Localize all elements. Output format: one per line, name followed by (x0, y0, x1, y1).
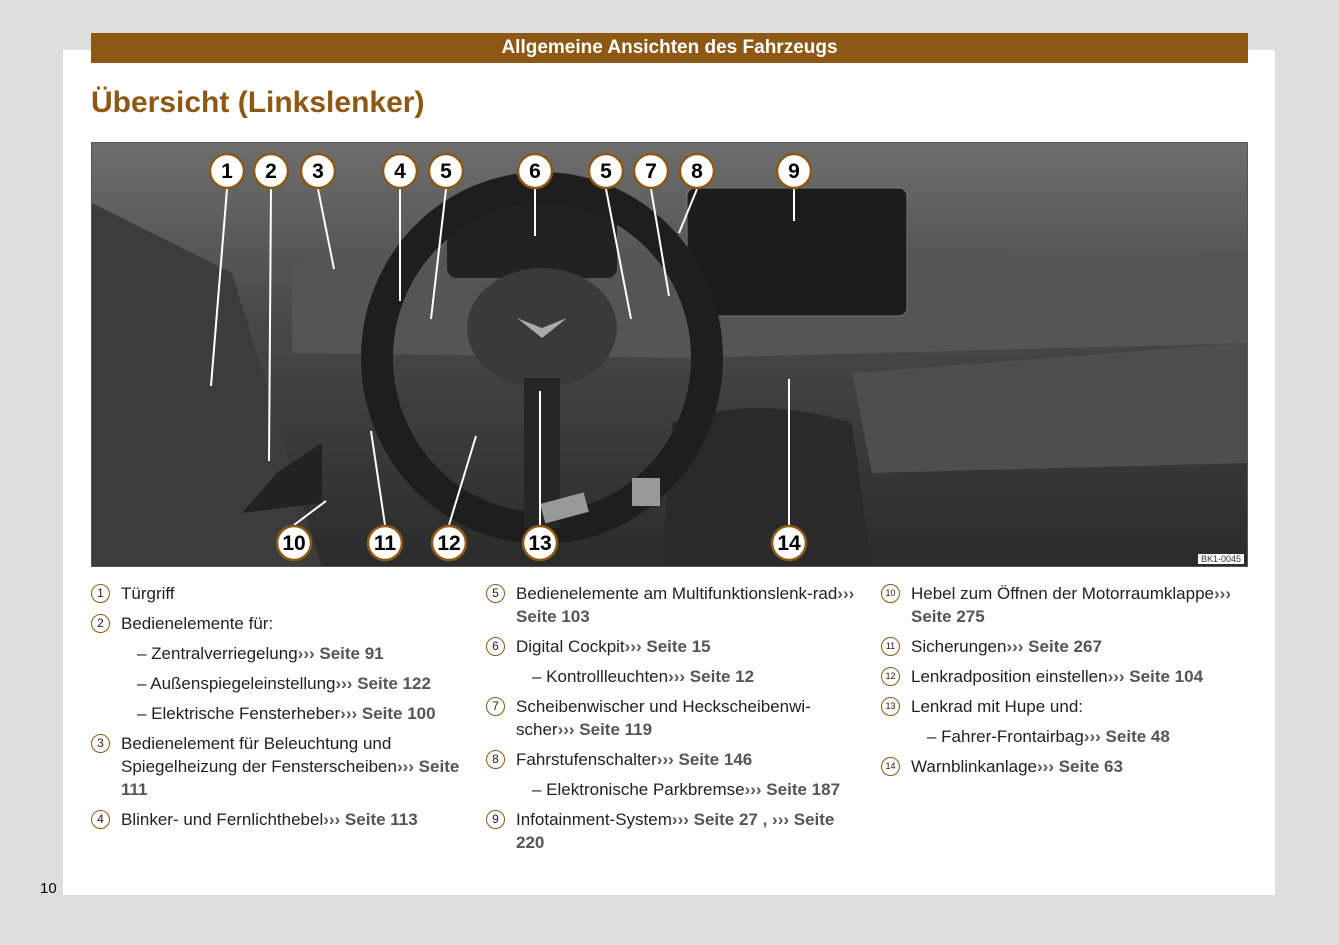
page-title: Übersicht (Linkslenker) (91, 86, 425, 119)
legend-subitem (881, 725, 1251, 748)
item-number: 2 (91, 614, 110, 633)
item-text: – Kontrollleuchten (532, 667, 669, 686)
item-text: Fahrstufenschalter (516, 750, 657, 769)
svg-text:8: 8 (691, 160, 703, 183)
callout-9 (777, 154, 811, 188)
item-text: – Elektrische Fensterheber (137, 704, 341, 723)
item-text: – Elektronische Parkbremse (532, 780, 745, 799)
item-text: Scheibenwischer und Heckscheibenwi-scher (516, 697, 811, 739)
dashboard-photo (91, 142, 1248, 567)
callout-11 (368, 526, 402, 560)
svg-text:7: 7 (645, 160, 657, 183)
svg-text:12: 12 (437, 532, 461, 555)
svg-text:9: 9 (788, 160, 800, 183)
svg-text:3: 3 (312, 160, 324, 183)
item-number: 5 (486, 584, 505, 603)
svg-text:5: 5 (600, 160, 612, 183)
svg-text:13: 13 (528, 532, 552, 555)
item-text: Sicherungen (911, 637, 1007, 656)
callout-5 (429, 154, 463, 188)
legend-subitem (91, 672, 461, 695)
svg-text:1: 1 (221, 160, 233, 183)
page-reference-link[interactable]: ››› Seite 104 (1107, 667, 1204, 686)
callout-3 (301, 154, 335, 188)
page-reference-link[interactable]: ››› Seite 63 (1037, 757, 1123, 776)
item-number: 1 (91, 584, 110, 603)
page-reference-link[interactable]: ››› Seite 111 (121, 757, 460, 799)
item-text: – Fahrer-Frontairbag (927, 727, 1084, 746)
legend-item (881, 635, 1251, 658)
callout-10 (277, 526, 311, 560)
item-text: Blinker- und Fernlichthebel (121, 810, 324, 829)
callout-6 (518, 154, 552, 188)
legend-item (881, 695, 1251, 718)
item-number: 11 (881, 637, 900, 656)
legend-column-3 (881, 582, 1251, 785)
legend-item (881, 665, 1251, 688)
legend-item (486, 635, 856, 658)
page-reference-link[interactable]: ››› Seite 122 (335, 674, 431, 693)
svg-text:10: 10 (282, 532, 306, 555)
item-number: 4 (91, 810, 110, 829)
legend-column-1 (91, 582, 461, 838)
callout-4 (383, 154, 417, 188)
item-text: – Zentralverriegelung (137, 644, 298, 663)
infotainment-screen (687, 188, 907, 316)
callout-5b (589, 154, 623, 188)
section-header: Allgemeine Ansichten des Fahrzeugs (91, 33, 1248, 63)
page-reference-link[interactable]: ››› Seite 48 (1083, 727, 1170, 746)
item-text: Lenkrad mit Hupe und: (911, 697, 1083, 716)
image-code: BK1-0045 (1198, 554, 1244, 564)
legend-subitem (91, 642, 461, 665)
page-reference-link[interactable]: ››› Seite 27 , ››› Seite 220 (516, 810, 835, 852)
svg-text:11: 11 (373, 532, 397, 555)
item-number: 13 (881, 697, 900, 716)
door-panel (92, 203, 322, 567)
item-text: Hebel zum Öffnen der Motorraumklappe (911, 584, 1215, 603)
page-reference-link[interactable]: ››› Seite 113 (323, 810, 418, 829)
callout-12 (432, 526, 466, 560)
page-reference-link[interactable]: ››› Seite 187 (744, 780, 841, 799)
legend-subitem (486, 778, 856, 801)
legend-item (881, 582, 1251, 628)
page-reference-link[interactable]: ››› Seite 103 (516, 584, 855, 626)
legend-item (486, 582, 856, 628)
item-number: 3 (91, 734, 110, 753)
callout-13 (523, 526, 557, 560)
item-number: 14 (881, 757, 900, 776)
legend-subitem (486, 665, 856, 688)
legend-item (91, 732, 461, 801)
legend-subitem (91, 702, 461, 725)
legend-item (486, 695, 856, 741)
page-number: 10 (40, 880, 57, 897)
page-reference-link[interactable]: ››› Seite 267 (1006, 637, 1102, 656)
svg-text:4: 4 (394, 160, 406, 183)
legend-item (486, 808, 856, 854)
page-reference-link[interactable]: ››› Seite 275 (911, 584, 1231, 626)
item-number: 7 (486, 697, 505, 716)
legend-item (881, 755, 1251, 778)
callout-2 (254, 154, 288, 188)
page-reference-link[interactable]: ››› Seite 91 (297, 644, 384, 663)
item-number: 10 (881, 584, 900, 603)
svg-text:14: 14 (777, 532, 801, 555)
callout-1 (210, 154, 244, 188)
svg-text:2: 2 (265, 160, 277, 183)
item-text: Bedienelemente für: (121, 614, 274, 633)
page-reference-link[interactable]: ››› Seite 12 (668, 667, 755, 686)
page-reference-link[interactable]: ››› Seite 119 (557, 720, 653, 739)
item-text: Bedienelement für Beleuchtung und Spiegelheizung der Fensterscheiben (121, 734, 397, 776)
page-reference-link[interactable]: ››› Seite 100 (340, 704, 436, 723)
item-number: 9 (486, 810, 505, 829)
item-text: Infotainment-System (516, 810, 672, 829)
item-text: – Außenspiegeleinstellung (137, 674, 336, 693)
item-number: 8 (486, 750, 505, 769)
legend-item (91, 612, 461, 635)
page-reference-link[interactable]: ››› Seite 15 (624, 637, 711, 656)
item-text: Bedienelemente am Multifunktionslenk-rad (516, 584, 838, 603)
item-number: 6 (486, 637, 505, 656)
item-text: Lenkradposition einstellen (911, 667, 1108, 686)
callout-14 (772, 526, 806, 560)
item-text: Warnblinkanlage (911, 757, 1037, 776)
legend-item (91, 808, 461, 831)
callout-8 (680, 154, 714, 188)
callout-7 (634, 154, 668, 188)
legend-item (486, 748, 856, 771)
legend-item (91, 582, 461, 605)
item-text: Digital Cockpit (516, 637, 625, 656)
page-reference-link[interactable]: ››› Seite 146 (656, 750, 753, 769)
svg-text:5: 5 (440, 160, 452, 183)
dashboard-illustration (92, 143, 1248, 567)
item-text: Türgriff (121, 584, 175, 603)
svg-text:6: 6 (529, 160, 541, 183)
legend-column-2 (486, 582, 856, 861)
item-number: 12 (881, 667, 900, 686)
